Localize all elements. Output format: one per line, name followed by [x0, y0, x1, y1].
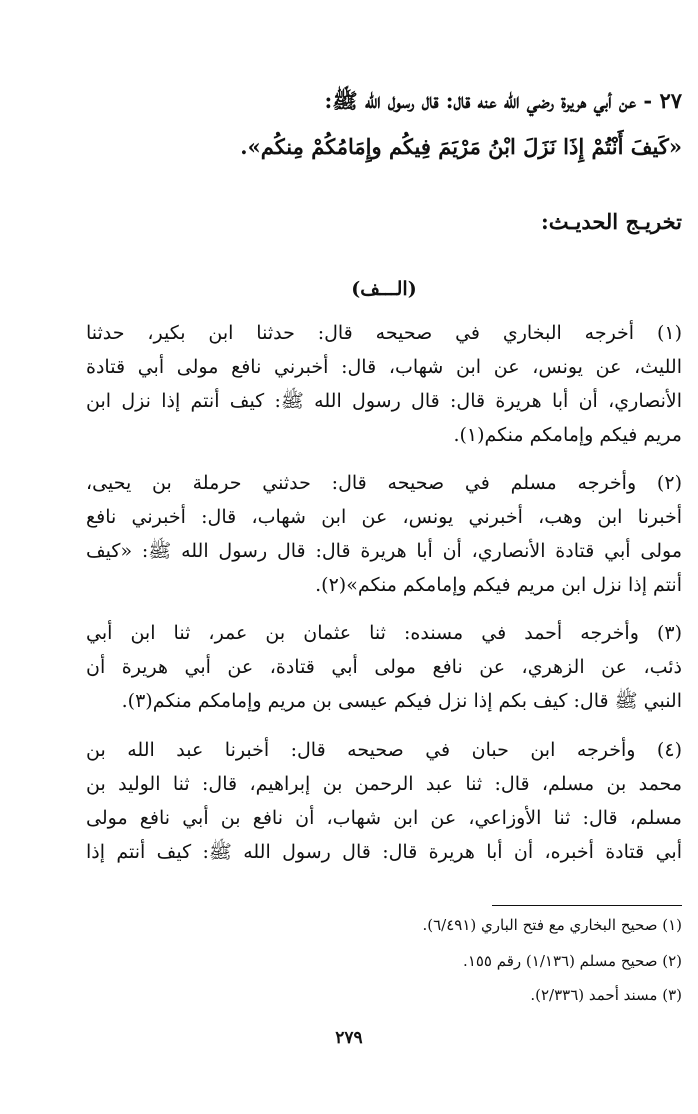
paragraph-line: أخبرنا ابن وهب، أخبرني يونس، عن ابن شهاب، قال: أخبرني نافع — [86, 506, 682, 528]
paragraph-line: محمد بن مسلم، قال: ثنا عبد الرحمن بن إبراهيم، قال: ثنا الوليد بن — [86, 773, 682, 795]
hadith-intro: ٢٧ - عن أبي هريرة رضي الله عنه قال: قال رسول الله ﷺ: — [324, 88, 682, 113]
footnote-3: (٣) مسند أحمد (٢/٣٣٦). — [530, 986, 682, 1004]
paragraph-line: الأنصاري، أن أبا هريرة قال: قال رسول الله ﷺ: كيف أنتم إذا نزل ابن — [86, 390, 682, 412]
paragraph-line: مسلم، قال: ثنا الأوزاعي، عن ابن شهاب، أن نافع بن أبي نافع مولى — [86, 807, 682, 829]
paragraph-line: ذئب، عن الزهري، عن نافع مولى أبي قتادة، عن أبي هريرة أن — [86, 656, 682, 678]
footnote-divider — [492, 905, 682, 906]
paragraph-line: (٣) وأخرجه أحمد في مسنده: ثنا عثمان بن عمر، ثنا ابن أبي — [86, 622, 682, 644]
sub-heading: (الـــف) — [351, 278, 417, 300]
paragraph-line: الليث، عن يونس، عن ابن شهاب، قال: أخبرني نافع مولى أبي قتادة — [86, 356, 682, 378]
paragraph-line: النبي ﷺ قال: كيف بكم إذا نزل فيكم عيسى بن مريم وإمامكم منكم(٣). — [121, 690, 682, 712]
paragraph-line: أنتم إذا نزل ابن مريم فيكم وإمامكم منكم»(٢). — [315, 574, 682, 596]
paragraph-line: (٢) وأخرجه مسلم في صحيحه قال: حدثني حرملة بن يحيى، — [86, 472, 682, 494]
paragraph-line: مولى أبي قتادة الأنصاري، أن أبا هريرة قال: قال رسول الله ﷺ: «كيف — [86, 540, 682, 562]
hadith-text: «كَيفَ أَنْتُمْ إِذَا نَزَلَ ابْنُ مَرْيَمَ فِيكُم وإِمَامُكُمْ مِنكُم». — [240, 134, 682, 159]
footnote-1: (١) صحيح البخاري مع فتح الباري (٦/٤٩١). — [422, 916, 682, 934]
section-heading: تخريـج الحديـث: — [540, 209, 682, 234]
paragraph-line: أبي قتادة أخبره، أن أبا هريرة قال: قال رسول الله ﷺ: كيف أنتم إذا — [86, 841, 682, 863]
footnote-2: (٢) صحيح مسلم (١/١٣٦) رقم ١٥٥. — [463, 952, 682, 970]
paragraph-line: مريم فيكم وإمامكم منكم(١). — [453, 424, 682, 446]
page-number: ٢٧٩ — [335, 1028, 363, 1048]
paragraph-line: (١) أخرجه البخاري في صحيحه قال: حدثنا ابن بكير، حدثنا — [86, 322, 682, 344]
paragraph-line: (٤) وأخرجه ابن حبان في صحيحه قال: أخبرنا عبد الله بن — [86, 739, 682, 761]
